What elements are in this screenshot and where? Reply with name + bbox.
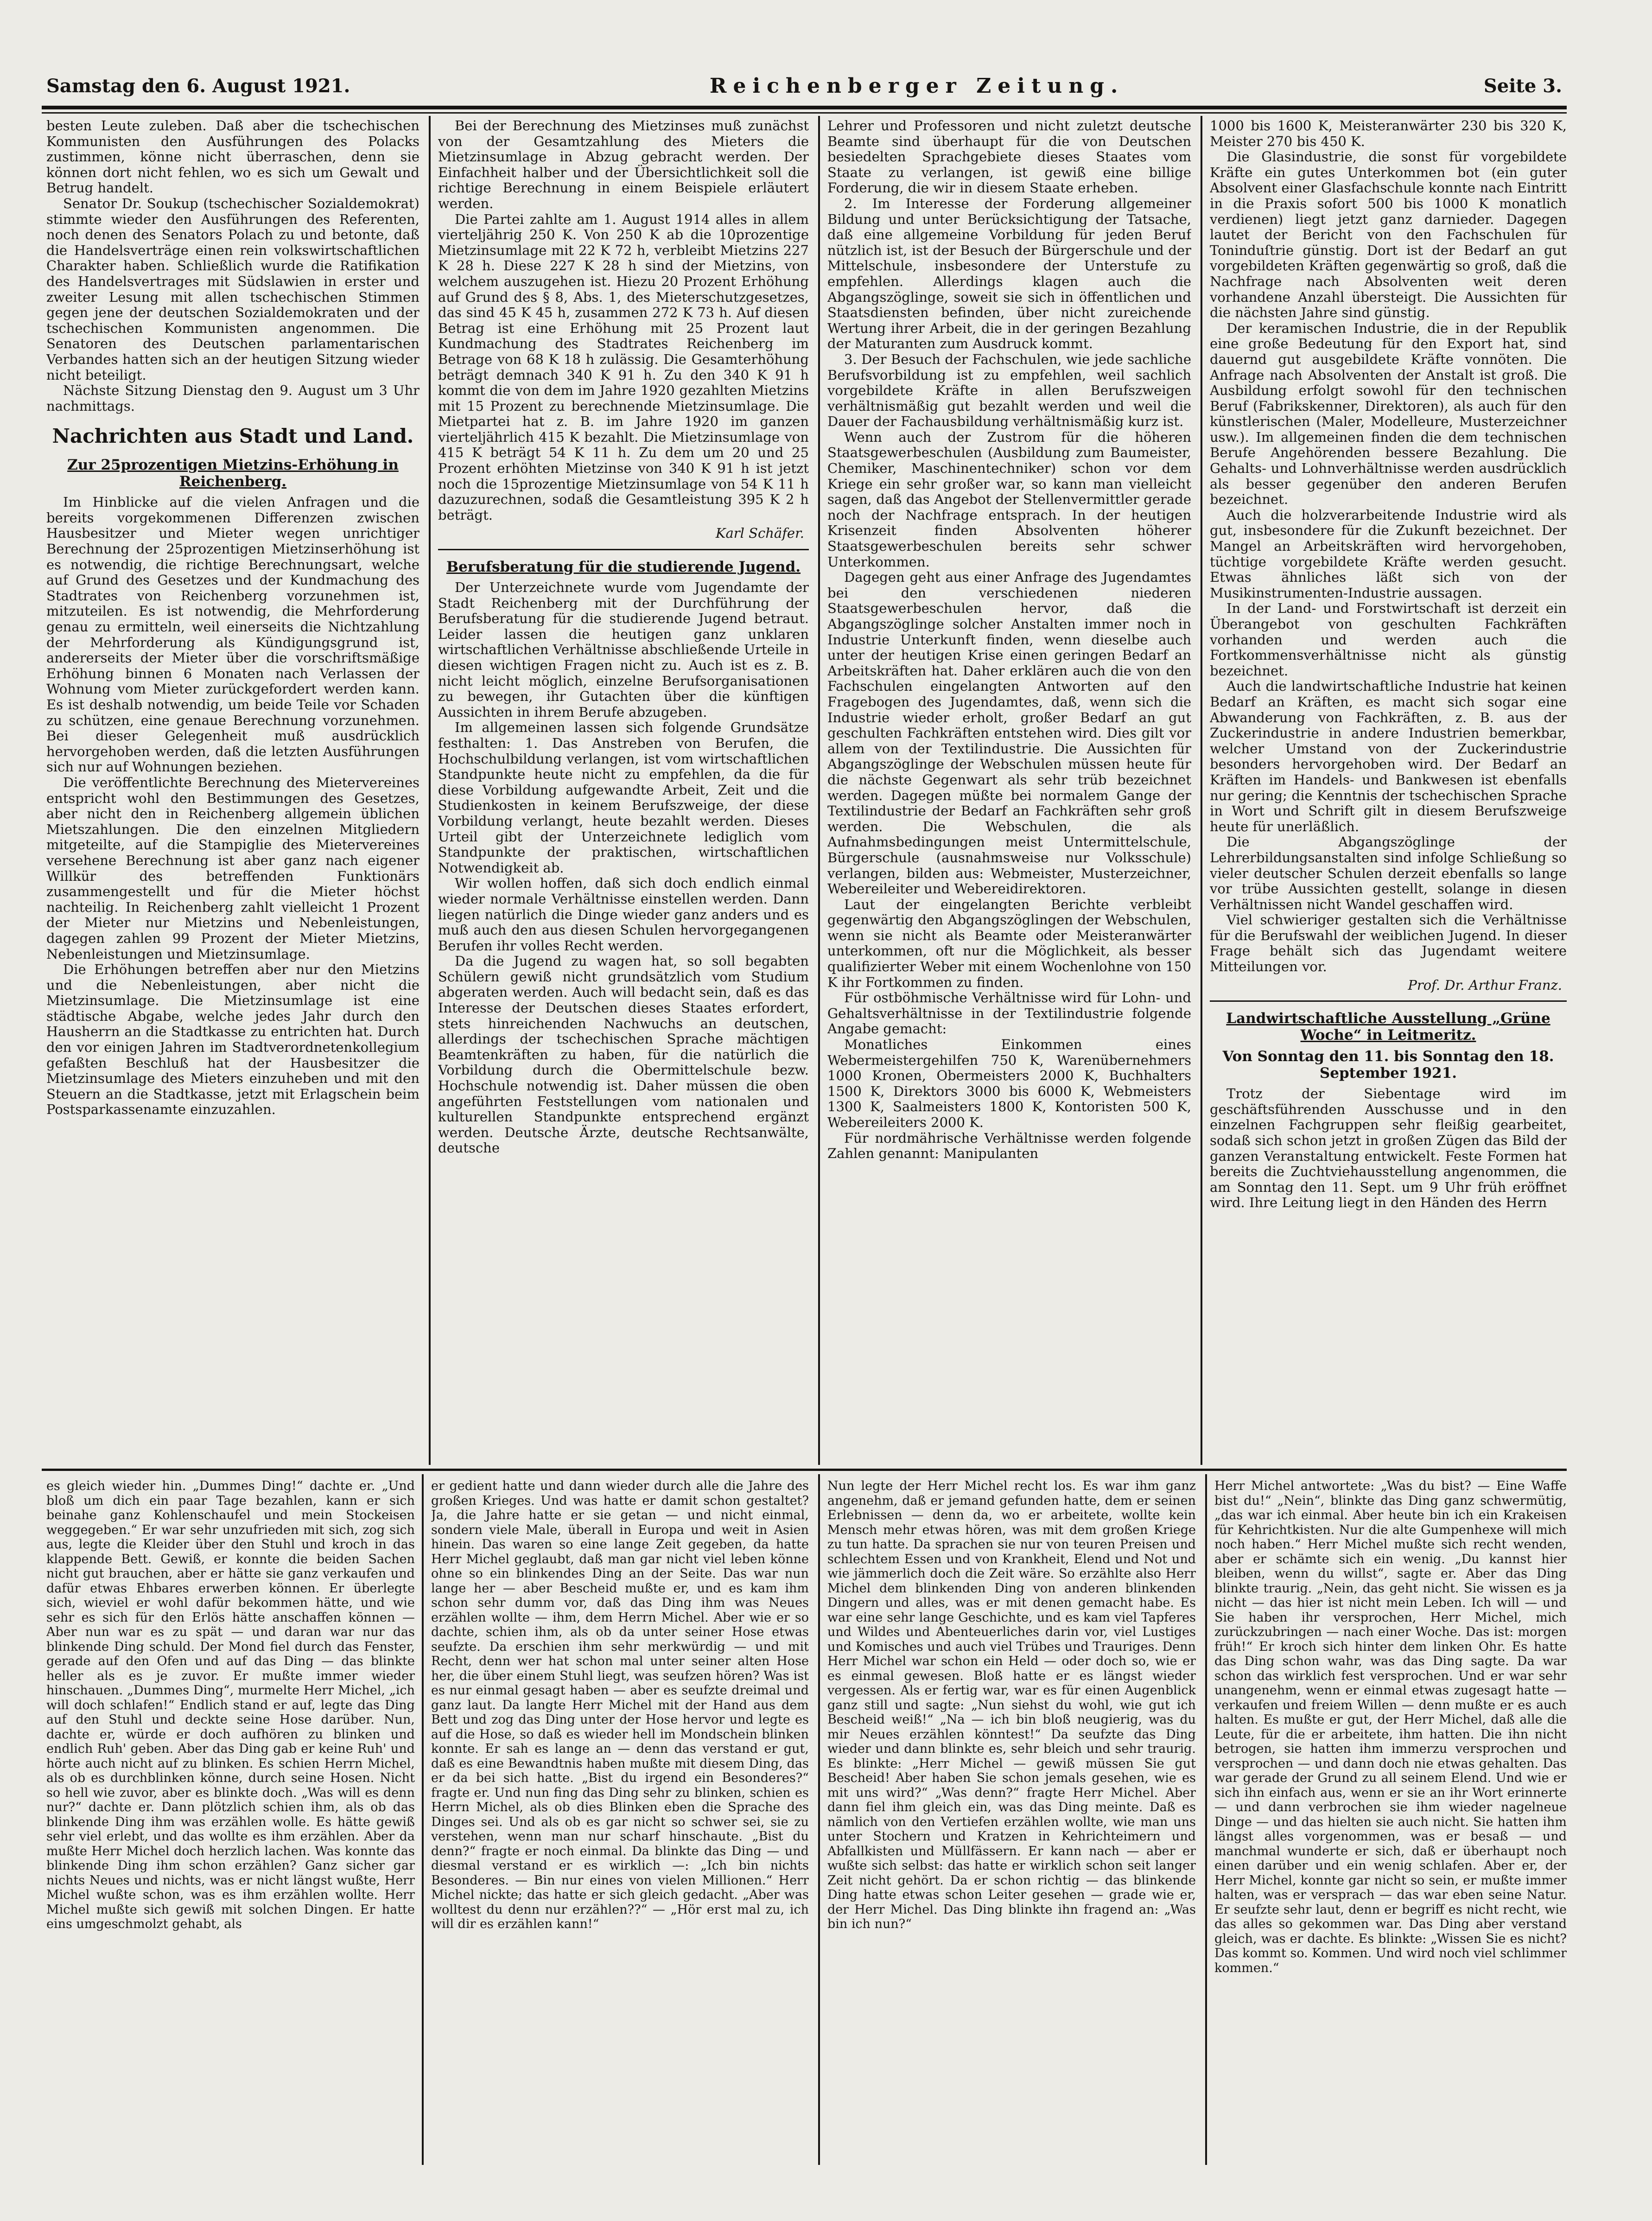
column-divider <box>422 1474 424 2165</box>
page-number: Seite 3. <box>1483 75 1562 97</box>
story-text: Nun legte der Herr Michel recht los. Es war ihm ganz angenehm, daß er jemand gefunden hatte, dem er seinen Erlebnissen — denn da, wo er arbeitete, wollte kein Mensch mehr etwas hören, was mit dem großen Kriege zu tun hatte. Da sprachen sie nur von teuren Preisen und schlechtem Essen und von Krankheit, Elend und Not und wie jämmerlich doch die Zeit wäre. So erzählte also Herr Michel dem blinkenden Ding von anderen blinkenden Dingern und alles, was er mit denen gemacht habe. Es war eine sehr lange Geschichte, und es kam viel Tapferes und Wildes und Abenteuerliches darin vor, viel Lustiges und Komisches und auch viel Trübes und Trauriges. Denn Herr Michel war schon ein Held — oder doch so, wie er es einmal gewesen. Bloß hatte er es längst wieder vergessen. Als er fertig war, war es für einen Augenblick ganz still und sagte: „Nun siehst du wohl, wie gut ich Bescheid weiß!“ „Na — ich bin bloß neugierig, was du mir Neues erzählen könntest!“ Da seufzte das Ding wieder und dann blinkte es, sehr bleich und sehr traurig. Es blinkte: „Herr Michel — gewiß müssen Sie gut Bescheid! Aber haben Sie schon jemals gesehen, wie es mit uns wird?“ „Was denn?“ fragte Herr Michel. Aber dann fiel ihm gleich ein, was das Ding meinte. Daß es nämlich von den Vertiefen erzählen wollte, wie man uns unter Stochern und Kratzen in Kehrichteimern und Abfallkisten und Müllfässern. Er kann nach — aber er wußte sich selbst: das hatte er wirklich schon seit langer Zeit nicht gehört. Da er schon richtig — das blinkende Ding hatte etwas schon Leiter gesehen — grade wie er, der Herr Michel. Das Ding blinkte ihn fragend an: „Was bin ich nun?“ <box>827 1479 1196 1931</box>
masthead-rule <box>42 106 1567 109</box>
newspaper-title: Reichenberger Zeitung. <box>709 74 1125 98</box>
article-paragraph: besten Leute zuleben. Daß aber die tschechischen Kommunisten den Ausführungen des Polacks zustimmen, könne nicht überraschen, denn sie können dort nicht fehlen, wo es sich um Gewalt und Betrug handelt. <box>46 118 419 196</box>
column-3 <box>827 118 1191 1465</box>
column-divider <box>818 1474 820 2165</box>
article-paragraph: Dagegen geht aus einer Anfrage des Jugendamtes bei den verschiedenen niederen Staatsgewerbeschulen hervor, daß die Abgangszöglinge solcher Anstalten immer noch in Industrie Unterkunft finden, wenn dieselbe auch unter der heutigen Krise einen geringen Bedarf an Arbeitskräften hat. Daher erklären auch die von den Fachschulen eingelangten Antworten auf den Fragebogen des Jugendamtes, daß, wenn sich die Industrie wieder erholt, großer Bedarf an gut geschulten Fachkräften entstehen wird. Dies gilt vor allem von der Textilindustrie. Die Aussichten für Abgangszöglinge der Webschulen müssen heute für die nächste Gegenwart als sehr trüb bezeichnet werden. Dagegen müßte bei normalem Gange der Textilindustrie der Bedarf an Fachkräften sehr groß werden. Die Webschulen, die als Aufnahmsbedingungen meist Untermittelschule, Bürgerschule (ausnahmsweise nur Volksschule) verlangen, bilden aus: Webmeister, Musterzeichner, Webereileiter und Webereidirektoren. <box>827 569 1191 897</box>
article-paragraph: Im allgemeinen lassen sich folgende Grundsätze festhalten: 1. Das Anstreben von Berufen, die Hochschulbildung verlangen, ist vom wirtschaftlichen Standpunkte heute nicht zu empfehlen, da die für diese Vorbildung aufgewandte Arbeit, Zeit und die Studienkosten in keinem Berufszweige, der diese Vorbildung verlangt, heute bezahlt werden. Dieses Urteil gibt der Unterzeichnete lediglich vom Standpunkte der praktischen, wirtschaftlichen Notwendigkeit ab. <box>438 719 809 876</box>
article-paragraph: Wir wollen hoffen, daß sich doch endlich einmal wieder normale Verhältnisse einstellen werden. Dann liegen natürlich die Dinge wieder ganz anders und es muß auch den aus diesen Schulen hervorgegangenen Berufen ihr volles Recht werden. <box>438 875 809 954</box>
article-paragraph: Laut der eingelangten Berichte verbleibt gegenwärtig den Abgangszöglingen der Webschulen, wenn sie nicht als Beamte oder Meisteranwärter unterkommen, oft nur die Möglichkeit, als besser qualifizierter Weber mit einem Wochenlohne von 150 K ihr Fortkommen zu finden. <box>827 896 1191 990</box>
article-paragraph: Die Partei zahlte am 1. August 1914 alles in allem vierteljährig 250 K. Von 250 K ab die 10prozentige Mietzinsumlage mit 22 K 72 h, verbleibt Mietzins 227 K 28 h. Diese 227 K 28 h sind der Mietzins, von welchem auszugehen ist. Hiezu 20 Prozent Erhöhung auf Grund des § 8, Abs. 1, des Mieterschutzgesetzes, das sind 45 K 45 h, zusammen 272 K 73 h. Auf diesen Betrag ist eine Erhöhung mit 25 Prozent laut Kundmachung des Stadtrates Reichenberg im Betrage von 68 K 18 h zulässig. Die Gesamterhöhung beträgt demnach 340 K 91 h. Zu den 340 K 91 h kommt die von dem im Jahre 1920 gezahlten Mietzins mit 15 Prozent zu berechnende Mietzinsumlage. Die Mietpartei hat z. B. im Jahre 1920 im ganzen vierteljährlich 415 K bezahlt. Die Mietzinsumlage von 415 K beträgt 54 K 11 h. Zu dem um 20 und 25 Prozent erhöhten Mietzinse von 340 K 91 h ist jetzt noch die 15prozentige Mietzinsumlage von 54 K 11 h dazuzurechnen, sodaß die Gesamtleistung 395 K 2 h beträgt. <box>438 211 809 523</box>
article-paragraph: Lehrer und Professoren und nicht zuletzt deutsche Beamte sind überhaupt für die von Deutschen besiedelten Sprachgebiete dieses Staates vom Staate zu verlangen, ist gewiß eine billige Forderung, die wir in diesem Staate erheben. <box>827 118 1191 196</box>
masthead <box>46 70 1562 102</box>
column-divider <box>429 116 431 1465</box>
article-paragraph: Der keramischen Industrie, die in der Republik eine große Bedeutung für den Export hat, sind dauernd gut ausgebildete Kräfte vonnöten. Die Anfrage nach Absolventen der Anstalt ist groß. Die Ausbildung erfolgt sowohl für den technischen Beruf (Fabrikskenner, Direktoren), als auch für den künstlerischen (Maler, Modelleure, Musterzeichner usw.). Im allgemeinen finden die dem technischen Berufe Angehörenden bessere Bezahlung. Die Gehalts- und Lohnverhältnisse werden ausdrücklich als besser gegenüber den anderen Berufen bezeichnet. <box>1210 320 1567 508</box>
article-paragraph: Die Abgangszöglinge der Lehrerbildungsanstalten sind infolge Schließung so vieler deutscher Schulen derzeit ebenfalls so lange vor trübe Aussichten gestellt, solange in diesen Verhältnissen nicht Wandel geschaffen wird. <box>1210 834 1567 912</box>
issue-date: Samstag den 6. August 1921. <box>46 75 350 97</box>
article-paragraph: Trotz der Siebentage wird im geschäftsführenden Ausschusse und in den einzelnen Fachgruppen sehr fleißig gearbeitet, sodaß sich schon jetzt in großen Zügen das Bild der ganzen Veranstaltung entwickelt. Feste Formen hat bereits die Zuchtviehausstellung angenommen, die am Sonntag den 11. Sept. um 9 Uhr früh eröffnet wird. Ihre Leitung liegt in den Händen des Herrn <box>1210 1086 1567 1211</box>
article-paragraph: Die Glasindustrie, die sonst für vorgebildete Kräfte ein gutes Unterkommen bot (ein guter Absolvent einer Glasfachschule konnte nach Eintritt in die Praxis sofort 500 bis 1000 K monatlich verdienen) liegt jetzt ganz darnieder. Dagegen lautet der Bericht von den Fachschulen für Toninduſtrie günstig. Dort ist der Bedarf an gut vorgebildeten Kräften gegenwärtig so groß, daß die Nachfrage nach Absolventen weit deren vorhandene Anzahl übersteigt. Die Aussichten für die nächsten Jahre sind günstig. <box>1210 149 1567 321</box>
article-paragraph: Die Erhöhungen betreffen aber nur den Mietzins und die Nebenleistungen, aber nicht die Mietzinsumlage. Die Mietzinsumlage ist eine städtische Abgabe, welche jedes Jahr durch den Hausherrn an die Stadtkasse zu entrichten hat. Durch den vor einigen Jahren im Stadtverordnetenkollegium gefaßten Beschluß hat der Hausbesitzer die Mietzinsumlage des Mieters einzuheben und mit den Steuern an die Stadtkasse, jetzt mit Erlagschein beim Postsparkassenamte einzuzahlen. <box>46 961 419 1118</box>
article-paragraph: Wenn auch der Zustrom für die höheren Staatsgewerbeschulen (Ausbildung zum Baumeister, Chemiker, Maschinentechniker) schon vor dem Kriege ein sehr großer war, so kann man vielleicht sagen, daß das Angebot der Stellenvermittler gerade noch der Nachfrage entsprach. In der heutigen Krisenzeit finden Absolventen höherer Staatsgewerbeschulen bereits sehr schwer Unterkommen. <box>827 429 1191 570</box>
feuilleton-rule <box>42 1469 1567 1471</box>
article-headline: Zur 25prozentigen Mietzins-Erhöhung in Reichenberg. <box>67 457 399 490</box>
column-2 <box>438 118 809 1465</box>
article-paragraph: Die veröffentlichte Berechnung des Mietervereines entspricht wohl den Bestimmungen des Gesetzes, aber nicht den in Reichenberg allgemein üblichen Mietszahlungen. Die den einzelnen Mitgliedern mitgeteilte, auf die Stampiglie des Mietervereines versehene Berechnung ist aber ganz nach eigener Willkür des betreffenden Funktionärs zusammengestellt und für die Mieter höchst nachteilig. In Reichenberg zahlt vielleicht 1 Prozent der Mieter nur Mietzins und Nebenleistungen, dagegen zahlen 99 Prozent der Mieter Mietzins, Nebenleistungen und Mietzinsumlage. <box>46 774 419 962</box>
article-headline: Berufsberatung für die studierende Jugend. <box>446 559 801 576</box>
article-paragraph: Im Hinblicke auf die vielen Anfragen und die bereits vorgekommenen Differenzen zwischen Hausbesitzer und Mieter wegen unrichtiger Berechnung der 25prozentigen Mietzinserhöhung ist es notwendig, die richtige Berechnungsart, welche auf Grund des Gesetzes und der Kundmachung des Stadtrates von Reichenberg vorzunehmen ist, mitzuteilen. Es ist notwendig, die Mehrforderung genau zu ermitteln, weil einerseits die Nichtzahlung der Mehrforderung als Kündigungsgrund ist, andererseits der Mieter über die vorschriftsmäßige Erhöhung binnen 6 Monaten nach Verlassen der Wohnung vom Mieter zurückgefordert werden kann. Es ist deshalb notwendig, um beide Teile vor Schaden zu schützen, eine genaue Berechnung vorzunehmen. Bei dieser Gelegenheit muß ausdrücklich hervorgehoben werden, daß die letzten Ausführungen sich nur auf Wohnungen beziehen. <box>46 494 419 775</box>
article-subheadline: Von Sonntag den 11. bis Sonntag den 18. September 1921. <box>1222 1048 1554 1082</box>
article-paragraph: Senator Dr. Soukup (tschechischer Sozialdemokrat) stimmte wieder den Ausführungen des Referenten, noch denen des Senators Polach zu und betonte, daß die Handelsverträge einen rein volkswirtschaftlichen Charakter haben. Schließlich wurde die Ratifikation des Handelsvertrages mit Südslawien in erster und zweiter Lesung mit allen tschechischen Stimmen gegen jene der deutschen Sozialdemokraten und der tschechischen Kommunisten angenommen. Die Senatoren des Deutschen parlamentarischen Verbandes hatten sich an der heutigen Sitzung wieder nicht beteiligt. <box>46 195 419 383</box>
feuilleton-column-2 <box>431 1479 809 2165</box>
article-paragraph: In der Land- und Forstwirtschaft ist derzeit ein Überangebot von geschulten Fachkräften vorhanden und werden auch die Fortkommensverhältnisse nicht als günstig bezeichnet. <box>1210 600 1567 679</box>
article-separator <box>1210 1000 1567 1002</box>
column-divider <box>1205 1474 1207 2165</box>
column-1 <box>46 118 419 1465</box>
article-paragraph: Nächste Sitzung Dienstag den 9. August um 3 Uhr nachmittags. <box>46 382 419 414</box>
feuilleton-column-3 <box>827 1479 1196 2165</box>
article-paragraph: Bei der Berechnung des Mietzinses muß zunächst von der Gesamtzahlung des Mieters die Mietzinsumlage in Abzug gebracht werden. Der Einfachheit halber und der Übersichtlichkeit soll die richtige Berechnung in einem Beispiele erläutert werden. <box>438 118 809 211</box>
story-text: es gleich wieder hin. „Dummes Ding!“ dachte er. „Und bloß um dich ein paar Tage bezahlen, kann er sich beinahe ganz Kohlenschaufel und mein Stockeisen weggegeben.“ Er war sehr unzufrieden mit sich, zog sich aus, legte die Kleider über den Stuhl und kroch in das klappende Bett. Gewiß, er konnte die beiden Sachen nicht gut brauchen, aber er hätte sie ganz verkaufen und dafür etwas Ehbares erwerben können. Er überlegte sich, wieviel er wohl dafür bekommen hätte, und wie sehr es sich für den Erlös hätte anschaffen können — Aber nun war es zu spät — und daran war nur das blinkende Ding schuld. Der Mond fiel durch das Fenster, gerade auf den Ofen und auf das Ding — das blinkte heller als es je zuvor. Er mußte immer wieder hinschauen. „Dummes Ding“, murmelte Herr Michel, „ich will doch schlafen!“ Endlich stand er auf, legte das Ding auf den Stuhl und deckte seine Hose darüber. Nun, dachte er, würde er doch aufhören zu blinken und endlich Ruh' geben. Aber das Ding gab er keine Ruh' und hörte auch nicht auf zu blinken. Es schien Herrn Michel, als ob es durchblinken könne, durch seine Hosen. Nicht so hell wie zuvor, aber es blinkte doch. „Was will es denn nur?“ dachte er. Dann plötzlich schien ihm, als ob das blinkende Ding ihm was erzählen wolle. Es hätte gewiß sehr viel erlebt, und das wollte es ihm erzählen. Aber da mußte Herr Michel doch herzlich lachen. Was konnte das blinkende Ding ihm schon erzählen? Ganz sicher gar nichts Neues und nichts, was er nicht längst wußte, Herr Michel wußte schon, was es ihm erzählen wollte. Herr Michel mußte sich gewiß mit solchen Dingen. Er hatte eins umgeschmolzt gehabt, als <box>46 1479 415 1931</box>
column-divider <box>1201 116 1202 1465</box>
article-paragraph: Monatliches Einkommen eines Webermeistergehilfen 750 K, Warenübernehmers 1000 Kronen, Obermeisters 2000 K, Buchhalters 1500 K, Direktors 3000 bis 6000 K, Webmeisters 1300 K, Saalmeisters 1800 K, Kontoristen 500 K, Webereileiters 2000 K. <box>827 1037 1191 1130</box>
article-paragraph: Für nordmährische Verhältnisse werden folgende Zahlen genannt: Manipulanten <box>827 1130 1191 1162</box>
article-paragraph: 3. Der Besuch der Fachschulen, wie jede sachliche Berufsvorbildung ist zu empfehlen, weil sachlich vorgebildete Kräfte in allen Berufszweigen verhältnismäßig gut bezahlt werden und weil die Dauer der Fachausbildung verhältnismäßig kurz ist. <box>827 351 1191 430</box>
article-paragraph: Viel schwieriger gestalten sich die Verhältnisse für die Berufswahl der weiblichen Jugend. In dieser Frage behält sich das Jugendamt weitere Mitteilungen vor. <box>1210 912 1567 975</box>
story-text: Herr Michel antwortete: „Was du bist? — Eine Waffe bist du!“ „Nein“, blinkte das Ding ganz schwermütig, „das war ich einmal. Aber heute bin ich ein Krakeisen für Kehrichtkisten. Nur die alte Gumpenhexe will mich noch haben.“ Herr Michel mußte sich recht wenden, aber er schämte sich ein wenig. „Du kannst hier bleiben, wenn du willst“, sagte er. Aber das Ding blinkte traurig. „Nein, das geht nicht. Sie wissen es ja nicht — das hier ist nicht mein Leben. Ich will — und Sie haben ihr versprochen, Herr Michel, mich zurückzubringen — nach einer Woche. Das ist: morgen früh!“ Er kroch sich hinter dem linken Ohr. Es hatte das Ding schon wahr, was das Ding sagte. Da war schon das wirklich fest versprochen. Und er war sehr unangenehm, wenn er einmal etwas zugesagt hatte — verkaufen und freiem Willen — denn mußte er es auch halten. Es mußte er gut, der Herr Michel, daß alle die Leute, für die er arbeitete, ihm hatten. Die ihn nicht betrogen, sie hatten ihm immerzu versprochen und versprochen — und dann doch nie etwas gehalten. Das war gerade der Grund zu all seinem Elend. Und wie er sich ihn einfach aus, wenn er sie an ihr Wort erinnerte — und dann verbrochen sie ihm wieder nagelneue Dinge — und das hielten sie auch nicht. Sie hatten ihm längst alles vorgenommen, was er besaß — und manchmal wunderte er sich, daß er überhaupt noch einen darüber und ein wenig schlafen. Aber er, der Herr Michel, konnte gar nicht so sein, er mußte immer halten, was er versprach — das war eben seine Natur. Er seufzte sehr laut, denn er begriff es nicht recht, wie das alles so gekommen war. Das Ding aber verstand gleich, was er dachte. Es blinkte: „Wissen Sie es nicht? Das kommt so. Kommen. Und wird noch viel schlimmer kommen.“ <box>1214 1479 1567 1975</box>
author-signature: Karl Schäfer. <box>715 525 804 541</box>
article-paragraph: Da die Jugend zu wagen hat, so soll begabten Schülern gewiß nicht grundsätzlich vom Studium abgeraten werden. Auch will bedacht sein, daß es das Interesse der Deutschen dieses Staates erfordert, stets hinreichenden Nachwuchs an deutschen, allerdings der tschechischen Sprache mächtigen Beamtenkräften zu haben, für die natürlich die Vorbildung durch die Obermittelschule bezw. Hochschule notwendig ist. Daher müssen die oben angeführten Feststellungen vom nationalen und kulturellen Standpunkte entsprechend ergänzt werden. Deutsche Ärzte, deutsche Rechtsanwälte, deutsche <box>438 953 809 1156</box>
story-text: er gedient hatte und dann wieder durch alle die Jahre des großen Krieges. Und was hatte er damit schon gestaltet? Ja, die Jahre hatte er sie getan — und nicht einmal, sondern viele Male, überall in Europa und weit in Asien hinein. Das waren so eine lange Zeit gegeben, da hatte Herr Michel geglaubt, daß man gar nicht viel leben könne ohne so ein blinkendes Ding an der Seite. Das war nun lange her — aber Bescheid mußte er, und es kam ihm schon sehr dumm vor, daß das Ding ihm was Neues erzählen wollte — ihm, dem Herrn Michel. Aber wie er so dachte, schien ihm, als ob da unter seiner Hose etwas seufzte. Da erschien ihm sehr merkwürdig — und mit Recht, denn wer hat schon mal unter seiner alten Hose her, die über einem Stuhl liegt, was seufzen hören? Was ist es nur einmal gesagt haben — aber es seufzte dreimal und ganz laut. Da langte Herr Michel mit der Hand aus dem Bett und zog das Ding unter der Hose hervor und legte es auf die Hose, so daß es wieder hell im Mondschein blinken konnte. Er sah es lange an — denn das verstand er gut, daß es eine Bewandtnis haben mußte mit diesem Ding, das er da bei sich hatte. „Bist du irgend ein Besonderes?“ fragte er. Und nun fing das Ding sehr zu blinken, schien es Herrn Michel, als ob dies Blinken eben die Sprache des Dinges sei. Und als ob es gar nicht so schwer sei, sie zu verstehen, wenn man nur scharf hinschaute. „Bist du denn?“ fragte er noch einmal. Da blinkte das Ding — und diesmal verstand er es wirklich —: „Ich bin nichts Besonderes. — Bin nur eines von vielen Millionen.“ Herr Michel nickte; das hatte er sich gleich gedacht. „Aber was wolltest du denn nur erzählen??“ — „Hör erst mal zu, ich will dir es erzählen kann!“ <box>431 1479 809 1931</box>
article-paragraph: Auch die holzverarbeitende Industrie wird als gut, insbesondere für die Zukunft bezeichnet. Der Mangel an Arbeitskräften wird hervorgehoben, tüchtige vorgebildete Kräfte werden gesucht. Etwas ähnliches läßt sich von der Musikinstrumenten-Industrie aussagen. <box>1210 507 1567 601</box>
article-separator <box>438 549 809 550</box>
article-paragraph: Der Unterzeichnete wurde vom Jugendamte der Stadt Reichenberg mit der Durchführung der Berufsberatung für die studierende Jugend betraut. Leider lassen die heutigen ganz unklaren wirtschaftlichen Verhältnisse abschließende Urteile in diesen wichtigen Fragen nicht zu. Auch ist es z. B. nicht leicht möglich, einzelne Berufsorganisationen zu bewegen, ihr Gutachten über die künftigen Aussichten in ihrem Berufe abzugeben. <box>438 579 809 720</box>
article-paragraph: Auch die landwirtschaftliche Industrie hat keinen Bedarf an Kräften, es macht sich sogar eine Abwanderung von Fachkräften, z. B. aus der Zuckerindustrie in andere Industrien bemerkbar, welcher Umstand von der Zuckerindustrie besonders hervorgehoben wird. Der Bedarf an Kräften im Handels- und Bankwesen ist ebenfalls nur gering; die Kenntnis der tschechischen Sprache in Wort und Schrift gilt in diesem Berufszweige heute für unerläßlich. <box>1210 678 1567 834</box>
author-signature: Prof. Dr. Arthur Franz. <box>1408 977 1562 993</box>
article-paragraph: 1000 bis 1600 K, Meisteranwärter 230 bis 320 K, Meister 270 bis 450 K. <box>1210 118 1567 149</box>
column-divider <box>818 116 820 1465</box>
feuilleton-column-1 <box>46 1479 415 2165</box>
article-paragraph: 2. Im Interesse der Forderung allgemeiner Bildung und unter Berücksichtigung der Tatsache, daß eine allgemeine Vorbildung für jeden Beruf nützlich ist, ist der Besuch der Bürgerschule und der Mittelschule, insbesondere der Unterstufe zu empfehlen. Allerdings klagen auch die Abgangszöglinge, soweit sie sich in öffentlichen und Staatsdiensten befinden, über nicht zureichende Wertung ihrer Arbeit, die in der geringen Bezahlung der Maturanten zum Ausdruck kommt. <box>827 195 1191 352</box>
article-paragraph: Für ostböhmische Verhältnisse wird für Lohn- und Gehaltsverhältnisse in der Textilindustrie folgende Angabe gemacht: <box>827 990 1191 1037</box>
section-heading: Nachrichten aus Stadt und Land. <box>52 425 414 448</box>
masthead-rule-thin <box>42 112 1567 114</box>
article-headline: Landwirtschaftliche Ausstellung „Grüne Woche“ in Leitmeritz. <box>1226 1010 1550 1044</box>
feuilleton-column-4 <box>1214 1479 1567 2165</box>
column-4 <box>1210 118 1567 1465</box>
